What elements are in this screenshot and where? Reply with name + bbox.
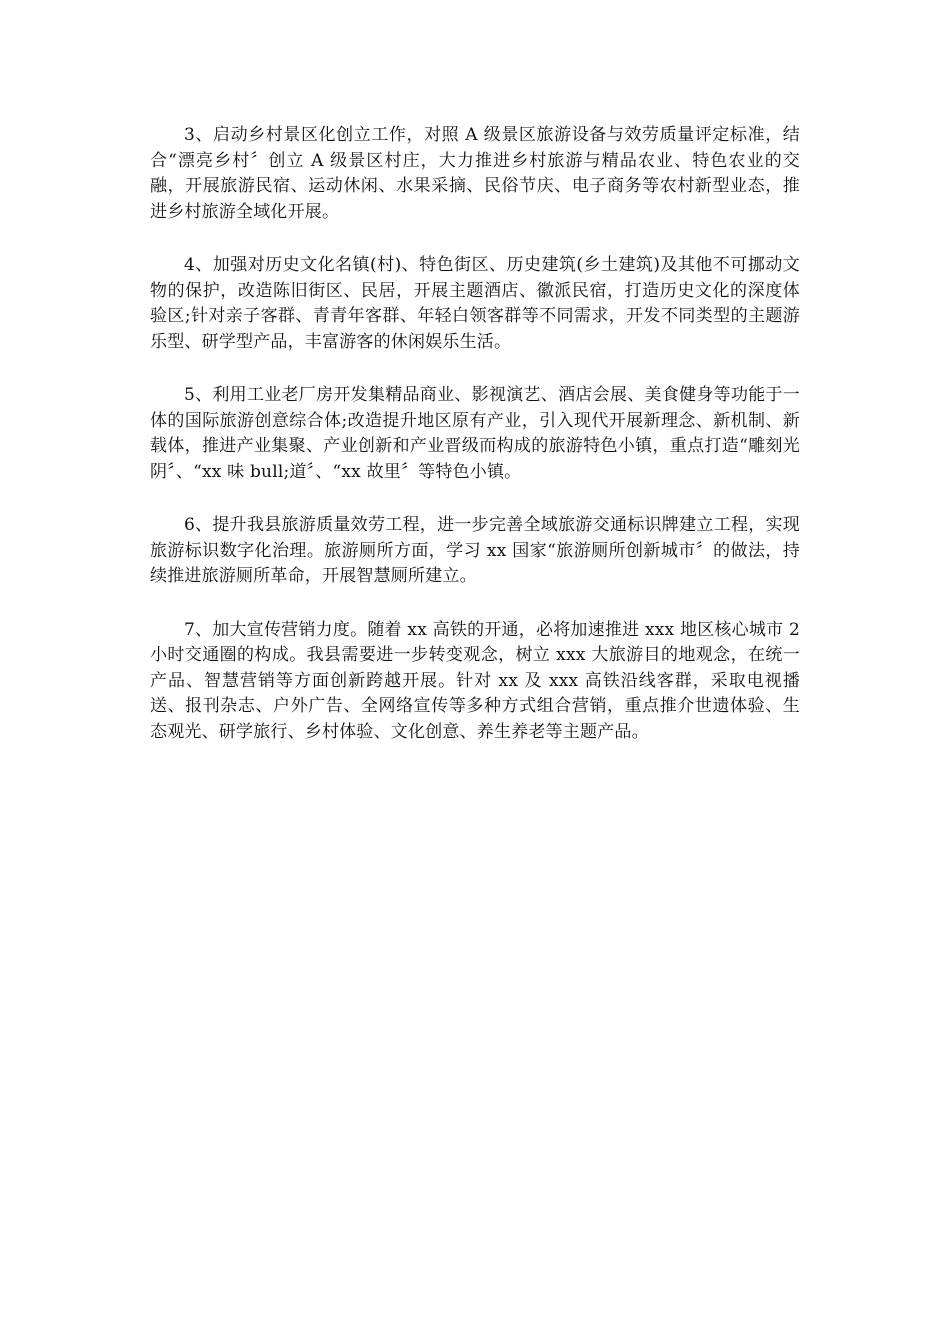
paragraph-6: 6、提升我县旅游质量效劳工程，进一步完善全域旅游交通标识牌建立工程，实现旅游标识数字化治理。旅游厕所方面，学习 xx 国家“旅游厕所创新城市〞的做法，持续推进旅游厕所革命，开展智慧厕所建立。: [150, 515, 800, 586]
paragraph-5: 5、利用工业老厂房开发集精品商业、影视演艺、酒店会展、美食健身等功能于一体的国际旅游创意综合体;改造提升地区原有产业，引入现代开展新理念、新机制、新载体，推进产业集聚、产业创新和产业晋级而构成的旅游特色小镇，重点打造“雕刻光阴〞、“xx 味 bull;道〞、“xx 故里〞等特色小镇。: [150, 385, 800, 482]
paragraph-3: 3、启动乡村景区化创立工作，对照 A 级景区旅游设备与效劳质量评定标准，结合“漂亮乡村〞创立 A 级景区村庄，大力推进乡村旅游与精品农业、特色农业的交融，开展旅游民宿、运动休闲、水果采摘、民俗节庆、电子商务等农村新型业态，推进乡村旅游全域化开展。: [150, 125, 800, 222]
paragraph-7: 7、加大宣传营销力度。随着 xx 高铁的开通，必将加速推进 xxx 地区核心城市 2 小时交通圈的构成。我县需要进一步转变观念，树立 xxx 大旅游目的地观念，在统一产品、智慧营销等方面创新跨越开展。针对 xx 及 xxx 高铁沿线客群，采取电视播送、报刊杂志、户外广告、全网络宣传等多种方式组合营销，重点推介世遗体验、生态观光、研学旅行、乡村体验、文化创意、养生养老等主题产品。: [150, 619, 800, 742]
paragraph-4: 4、加强对历史文化名镇(村)、特色街区、历史建筑(乡土建筑)及其他不可挪动文物的保护，改造陈旧街区、民居，开展主题酒店、徽派民宿，打造历史文化的深度体验区;针对亲子客群、青青年客群、年轻白领客群等不同需求，开发不同类型的主题游乐型、研学型产品，丰富游客的休闲娱乐生活。: [150, 255, 800, 352]
document-body: [150, 123, 800, 773]
